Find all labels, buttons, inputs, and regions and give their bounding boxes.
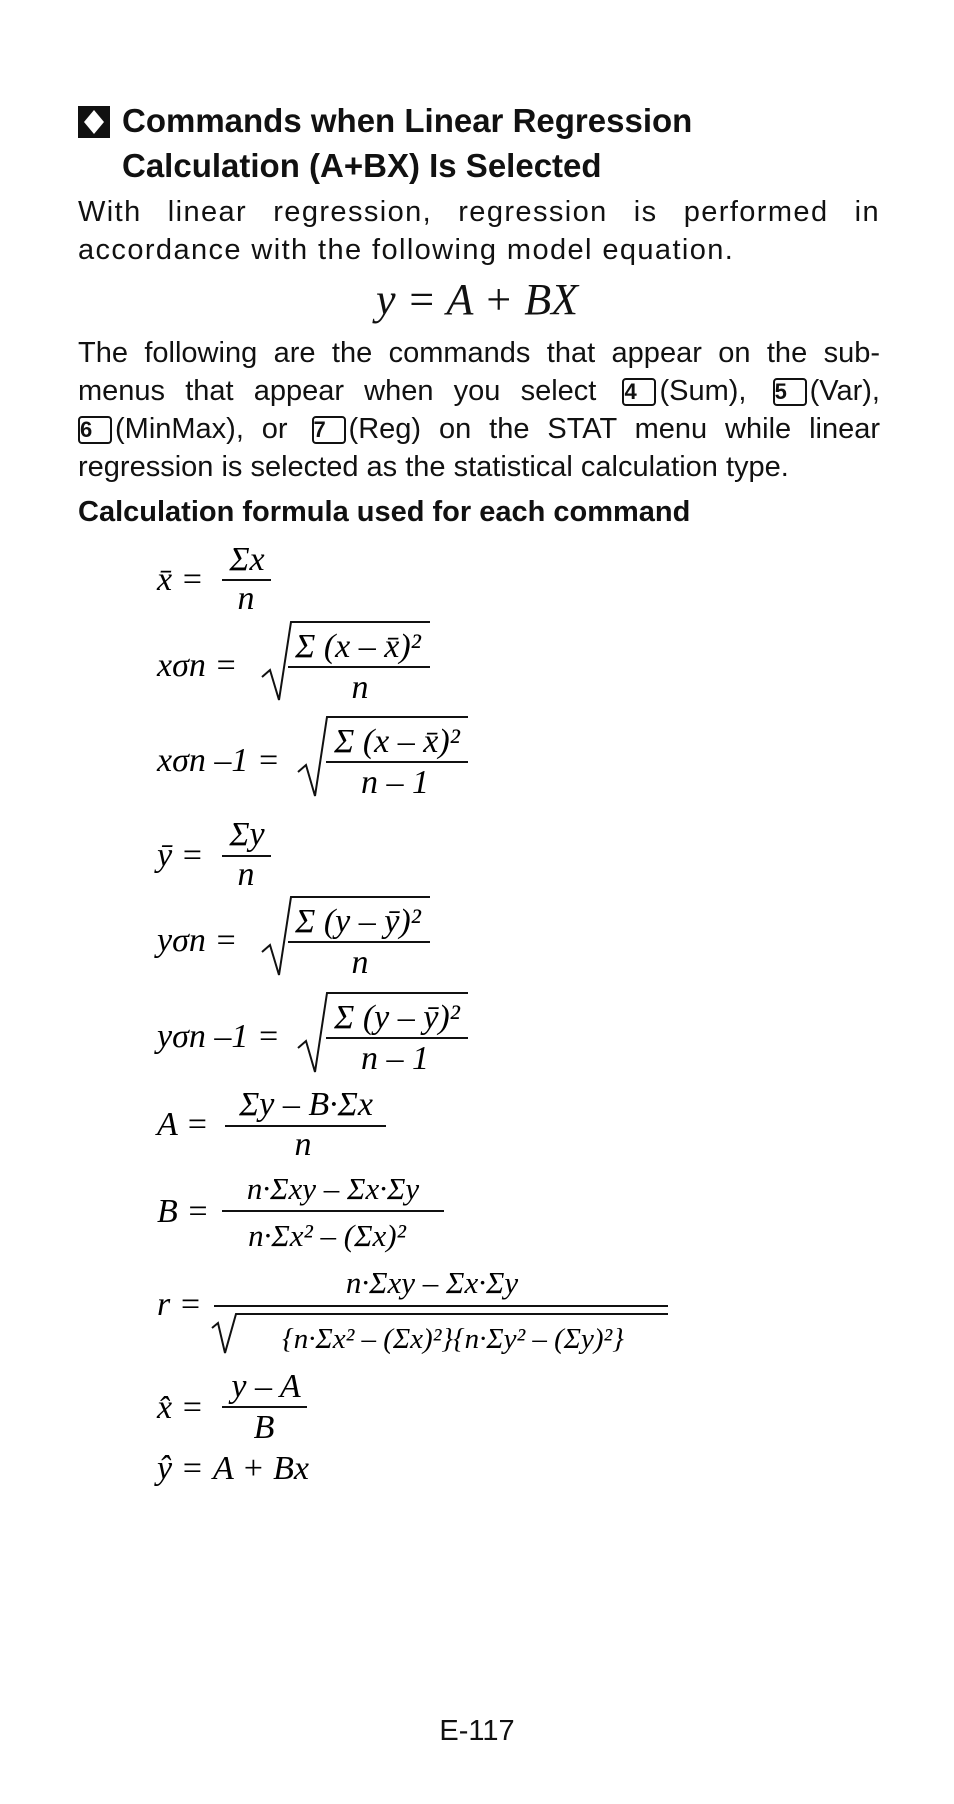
formula-list [0, 540, 954, 1500]
formula-numerator: Σ (x – x̄)² [334, 723, 460, 760]
menus-text: (Var), [809, 375, 880, 407]
formula-denominator: n·Σx² – (Σx)² [248, 1218, 406, 1253]
formula-numerator: Σx [229, 541, 265, 578]
formula-x-hat [156, 1368, 307, 1446]
formula-denominator: B [253, 1409, 275, 1446]
formula-coefficient-a [155, 1086, 386, 1163]
formula-numerator: Σy [229, 816, 265, 853]
formula-lhs: A = [157, 1106, 209, 1143]
formula-denominator: n [237, 856, 255, 893]
menus-text: menus that appear when you select [78, 375, 597, 407]
formula-numerator: Σ (y – ȳ)² [295, 903, 421, 940]
formula-x-sigma-n [156, 622, 430, 706]
formula-numerator: y – A [231, 1368, 301, 1405]
menus-text: (Reg) on the STAT menu while linear [348, 413, 880, 445]
formula-x-sigma-n-1 [156, 717, 468, 801]
key-4: 4 [622, 378, 656, 406]
formula-numerator: Σ (x – x̄)² [295, 628, 421, 665]
formula-lhs: xσn = [157, 647, 238, 684]
formula-lhs: B = [157, 1193, 210, 1230]
heading-line-1: Commands when Linear Regression [122, 102, 693, 139]
formula-canvas [0, 540, 954, 1500]
menus-text: (MinMax), or [115, 413, 288, 445]
key-5: 5 [773, 378, 807, 406]
formula-rhs: A + Bx [213, 1450, 309, 1487]
formula-denominator: n [351, 944, 369, 981]
formula-lhs: x̂ = [157, 1389, 204, 1426]
formula-numerator: n·Σxy – Σx·Σy [246, 1171, 420, 1206]
formula-denominator: n [351, 669, 369, 706]
menus-line-3 [78, 410, 880, 448]
formula-y-sigma-n-1 [154, 993, 468, 1077]
formula-subheading: Calculation formula used for each command [78, 496, 691, 528]
page-number: E-117 [439, 1715, 515, 1747]
formula-y-mean [154, 816, 271, 893]
menus-text: (Sum), [659, 375, 747, 407]
formula-y-hat [154, 1450, 309, 1487]
formula-denominator: n [237, 580, 255, 617]
menus-line-1: The following are the commands that appear on the sub- [78, 337, 880, 369]
formula-denominator: n – 1 [361, 764, 429, 801]
formula-y-sigma-n [154, 897, 430, 981]
menus-line-2 [78, 372, 880, 410]
formula-denominator: {n·Σx² – (Σx)²}{n·Σy² – (Σy)²} [282, 1323, 624, 1355]
formula-denominator: n [294, 1126, 312, 1163]
formula-lhs: x̄ = [157, 561, 204, 598]
formula-lhs: r = [157, 1286, 202, 1323]
formula-x-mean [156, 541, 271, 617]
formula-lhs: yσn = [157, 922, 238, 959]
formula-lhs: ŷ = [157, 1450, 204, 1487]
intro-paragraph [78, 193, 880, 269]
formula-denominator: n – 1 [361, 1040, 429, 1077]
formula-numerator: Σ (y – ȳ)² [334, 999, 460, 1036]
menus-line-4: regression is selected as the statistical calculation type. [78, 451, 789, 483]
model-equation: y = A + BX [376, 275, 578, 324]
formula-lhs: xσn –1 = [157, 742, 280, 779]
formula-correlation-r [157, 1265, 668, 1355]
key-7: 7 [312, 416, 346, 444]
section-marker-icon [78, 106, 110, 138]
formula-coefficient-b [157, 1171, 444, 1253]
formula-lhs: yσn –1 = [157, 1018, 280, 1055]
formula-numerator: n·Σxy – Σx·Σy [345, 1265, 519, 1300]
formula-numerator: Σy – B·Σx [239, 1086, 373, 1123]
heading-line-2: Calculation (A+BX) Is Selected [122, 147, 602, 184]
key-6: 6 [78, 416, 112, 444]
intro-line-2: accordance with the following model equation. [78, 234, 735, 266]
formula-lhs: ȳ = [157, 837, 204, 874]
menus-paragraph [78, 334, 880, 486]
section-heading [78, 98, 898, 188]
intro-line-1: With linear regression, regression is performed in [78, 196, 880, 228]
